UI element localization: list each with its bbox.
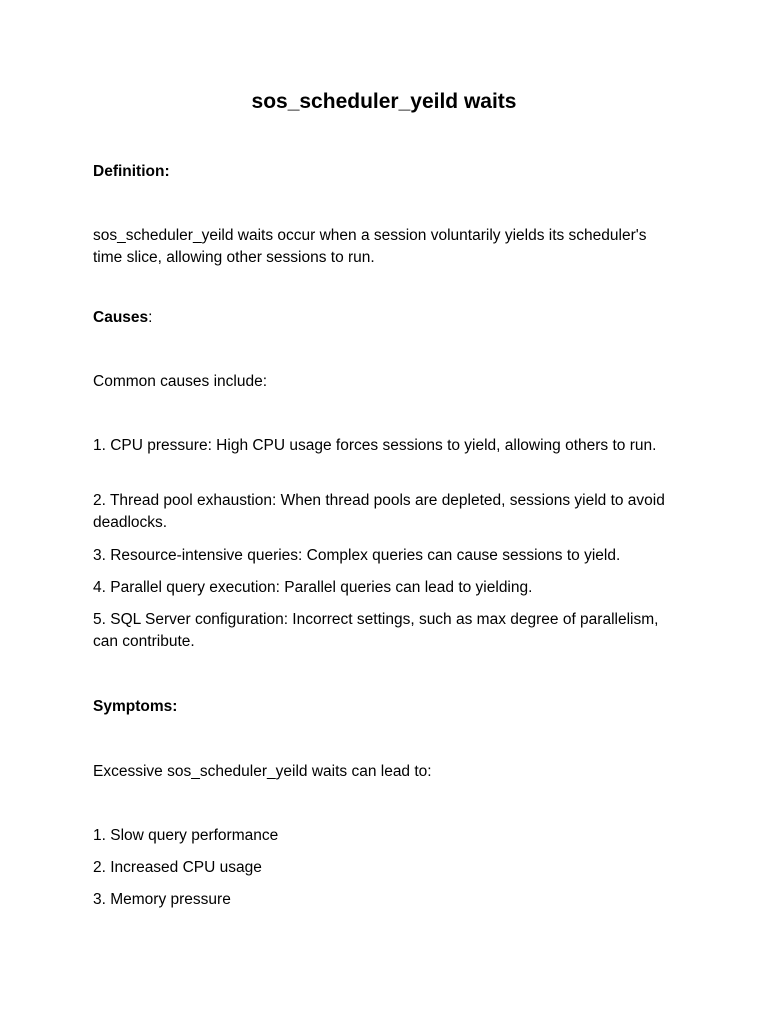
causes-heading-colon: :	[148, 309, 153, 326]
symptoms-heading: Symptoms:	[93, 698, 178, 715]
causes-intro: Common causes include:	[93, 373, 268, 390]
list-item: 1. CPU pressure: High CPU usage forces sessions to yield, allowing others to run.	[93, 437, 657, 454]
list-item: 1. Slow query performance	[93, 827, 279, 844]
list-item: 2. Increased CPU usage	[93, 859, 262, 876]
symptoms-intro: Excessive sos_scheduler_yeild waits can lead to:	[93, 763, 432, 780]
definition-heading: Definition:	[93, 163, 170, 180]
list-item: 3. Memory pressure	[93, 891, 231, 908]
causes-heading: Causes	[93, 309, 149, 326]
causes-heading-line	[93, 307, 673, 329]
list-item: 2. Thread pool exhaustion: When thread pools are depleted, sessions yield to avoid deadlocks.	[93, 492, 665, 531]
list-item: 3. Resource-intensive queries: Complex queries can cause sessions to yield.	[93, 547, 621, 564]
page-title: sos_scheduler_yeild waits	[251, 90, 517, 113]
definition-text: sos_scheduler_yeild waits occur when a session voluntarily yields its scheduler's time slice, allowing other sessions to run.	[93, 227, 647, 266]
list-item: 4. Parallel query execution: Parallel queries can lead to yielding.	[93, 579, 533, 596]
list-item: 5. SQL Server configuration: Incorrect settings, such as max degree of parallelism, can contribute.	[93, 611, 659, 650]
